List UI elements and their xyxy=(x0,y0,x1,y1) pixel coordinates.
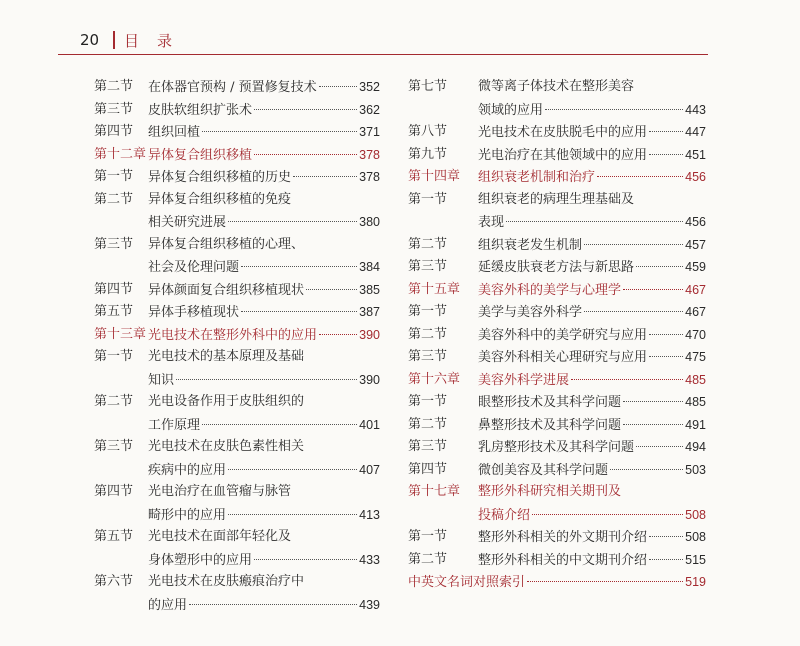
toc-leader-dots xyxy=(571,379,683,380)
toc-section-entry[interactable] xyxy=(94,76,380,99)
toc-leader-dots xyxy=(228,221,357,222)
toc-page-number: 475 xyxy=(685,350,706,364)
toc-leader-dots xyxy=(319,86,357,87)
toc-leader-dots xyxy=(319,334,357,335)
toc-section-entry[interactable] xyxy=(408,459,706,482)
toc-page-number: 491 xyxy=(685,417,706,432)
toc-section-entry[interactable] xyxy=(408,526,706,549)
toc-entry-label: 第二节 xyxy=(408,326,448,342)
toc-entry-label: 第三节 xyxy=(408,349,448,364)
toc-leader-dots xyxy=(623,401,683,402)
toc-entry-title: 美容外科中的美学研究与应用 xyxy=(478,327,648,343)
toc-entry-title: 整形外科相关的中文期刊介绍 xyxy=(478,552,648,568)
toc-entry-title: 皮肤软组织扩张术 xyxy=(148,102,253,118)
toc-entry-title: 畸形中的应用 xyxy=(148,507,227,523)
toc-page-number: 515 xyxy=(685,552,706,567)
toc-entry-title: 美学与美容外科学 xyxy=(478,305,583,320)
toc-section-entry[interactable] xyxy=(408,121,706,144)
toc-chapter-entry[interactable] xyxy=(408,571,706,594)
toc-page-number: 390 xyxy=(359,372,380,387)
toc-page-number: 508 xyxy=(685,530,706,544)
toc-section-entry[interactable] xyxy=(94,391,380,436)
toc-section-entry[interactable] xyxy=(94,346,380,391)
toc-section-entry[interactable] xyxy=(408,144,706,167)
toc-entry-title: 微等离子体技术在整形美容 xyxy=(478,79,635,94)
toc-entry-title: 光电技术在皮肤瘢痕治疗中 xyxy=(148,574,305,589)
toc-entry-title: 整形外科相关的外文期刊介绍 xyxy=(478,530,648,545)
toc-entry-label: 第十七章 xyxy=(408,484,461,499)
toc-entry-title: 组织回植 xyxy=(148,125,201,140)
toc-page-number: 390 xyxy=(359,327,380,342)
toc-page-number: 378 xyxy=(359,170,380,184)
toc-section-entry[interactable] xyxy=(94,166,380,189)
toc-section-entry[interactable] xyxy=(94,99,380,122)
toc-chapter-entry[interactable] xyxy=(408,481,706,526)
toc-entry-label: 第九节 xyxy=(408,146,448,162)
toc-entry-label: 第二节 xyxy=(94,79,134,94)
toc-section-entry[interactable] xyxy=(94,436,380,481)
toc-page-number: 485 xyxy=(685,372,706,387)
toc-entry-title: 组织衰老机制和治疗 xyxy=(478,170,596,185)
toc-leader-dots xyxy=(636,266,683,267)
toc-entry-label: 第三节 xyxy=(408,259,448,274)
toc-leader-dots xyxy=(532,514,683,515)
toc-entry-title: 组织衰老的病理生理基础及 xyxy=(478,191,635,207)
toc-page-number: 433 xyxy=(359,552,380,567)
toc-entry-label: 第一节 xyxy=(408,191,448,207)
toc-entry-label: 第一节 xyxy=(94,349,134,364)
toc-entry-label: 第二节 xyxy=(94,191,134,207)
toc-section-entry[interactable] xyxy=(408,436,706,459)
toc-entry-title: 延缓皮肤衰老方法与新思路 xyxy=(478,260,635,275)
toc-entry-label: 第一节 xyxy=(408,304,448,319)
toc-section-entry[interactable] xyxy=(408,76,706,121)
toc-entry-title: 异体复合组织移植的心理、 xyxy=(148,236,305,252)
toc-leader-dots xyxy=(649,559,683,560)
header-divider xyxy=(113,31,115,49)
toc-section-entry[interactable] xyxy=(94,189,380,234)
toc-page-number: 459 xyxy=(685,260,706,274)
toc-entry-title: 工作原理 xyxy=(148,417,201,433)
toc-leader-dots xyxy=(649,536,683,537)
toc-leader-dots xyxy=(306,289,357,290)
toc-section-entry[interactable] xyxy=(408,301,706,324)
toc-entry-title: 美容外科相关心理研究与应用 xyxy=(478,350,648,365)
toc-page-number: 519 xyxy=(685,575,706,589)
toc-leader-dots xyxy=(597,176,683,177)
toc-page-number: 380 xyxy=(359,215,380,229)
toc-section-entry[interactable] xyxy=(94,526,380,571)
toc-section-entry[interactable] xyxy=(94,301,380,324)
toc-leader-dots xyxy=(506,221,683,222)
toc-leader-dots xyxy=(241,266,357,267)
toc-entry-label: 第一节 xyxy=(94,169,134,184)
toc-page-number: 494 xyxy=(685,440,706,454)
toc-page-number: 352 xyxy=(359,80,380,94)
toc-page-number: 447 xyxy=(685,125,706,139)
toc-entry-title: 光电治疗在血管瘤与脉管 xyxy=(148,484,292,499)
toc-entry-label: 第四节 xyxy=(94,281,134,297)
toc-section-entry[interactable] xyxy=(408,414,706,437)
toc-entry-title: 光电技术在面部年轻化及 xyxy=(148,529,292,544)
toc-page-number: 456 xyxy=(685,170,706,184)
toc-section-entry[interactable] xyxy=(408,324,706,347)
toc-leader-dots xyxy=(649,356,683,357)
toc-entry-label: 第一节 xyxy=(408,529,448,544)
toc-entry-title: 中英文名词对照索引 xyxy=(408,575,526,590)
toc-entry-title: 异体手移植现状 xyxy=(148,305,240,320)
toc-entry-title: 表现 xyxy=(478,215,505,230)
page-header xyxy=(58,28,708,55)
toc-page-number: 467 xyxy=(685,305,706,319)
toc-entry-title: 相关研究进展 xyxy=(148,215,227,230)
toc-chapter-entry[interactable] xyxy=(408,279,706,302)
toc-page-number: 371 xyxy=(359,125,380,139)
toc-entry-label: 第六节 xyxy=(94,574,134,589)
toc-entry-title: 身体塑形中的应用 xyxy=(148,552,253,568)
toc-entry-label: 第十五章 xyxy=(408,281,461,297)
toc-leader-dots xyxy=(202,131,357,132)
toc-entry-label: 第二节 xyxy=(408,551,448,567)
toc-page-number: 508 xyxy=(685,507,706,522)
toc-entry-title: 领域的应用 xyxy=(478,102,544,118)
toc-page-number: 413 xyxy=(359,507,380,522)
toc-page-number: 439 xyxy=(359,597,380,612)
toc-entry-title: 疾病中的应用 xyxy=(148,462,227,478)
toc-leader-dots xyxy=(293,176,357,177)
toc-page-number: 385 xyxy=(359,282,380,297)
page-title: 目录 xyxy=(124,32,191,50)
toc-entry-title: 社会及伦理问题 xyxy=(148,260,240,275)
toc-entry-title: 光电治疗在其他领域中的应用 xyxy=(478,147,648,163)
toc-leader-dots xyxy=(241,311,357,312)
toc-entry-label: 第七节 xyxy=(408,79,448,94)
toc-entry-label: 第三节 xyxy=(94,236,134,252)
toc-section-entry[interactable] xyxy=(94,279,380,302)
toc-chapter-entry[interactable] xyxy=(408,369,706,392)
toc-entry-label: 第十六章 xyxy=(408,371,461,387)
toc-page-number: 470 xyxy=(685,327,706,342)
toc-page-number: 443 xyxy=(685,102,706,117)
toc-entry-title: 眼整形技术及其科学问题 xyxy=(478,395,622,410)
toc-leader-dots xyxy=(610,469,683,470)
toc-section-entry[interactable] xyxy=(408,234,706,257)
toc-entry-title: 美容外科学进展 xyxy=(478,372,570,388)
toc-leader-dots xyxy=(254,109,357,110)
toc-entry-title: 光电技术的基本原理及基础 xyxy=(148,349,305,364)
toc-entry-title: 组织衰老发生机制 xyxy=(478,237,583,253)
toc-left-column xyxy=(94,76,380,616)
toc-leader-dots xyxy=(228,514,357,515)
toc-leader-dots xyxy=(545,109,683,110)
toc-section-entry[interactable] xyxy=(94,234,380,279)
toc-section-entry[interactable] xyxy=(408,256,706,279)
toc-entry-label: 第二节 xyxy=(408,416,448,432)
toc-chapter-entry[interactable] xyxy=(94,144,380,167)
toc-entry-label: 第二节 xyxy=(408,236,448,252)
toc-page-number: 401 xyxy=(359,417,380,432)
toc-section-entry[interactable] xyxy=(408,391,706,414)
toc-entry-title: 投稿介绍 xyxy=(478,507,531,523)
toc-entry-title: 美容外科的美学与心理学 xyxy=(478,282,622,298)
toc-page-number: 456 xyxy=(685,215,706,229)
toc-page-number: 451 xyxy=(685,147,706,162)
toc-leader-dots xyxy=(189,604,357,605)
toc-entry-label: 第五节 xyxy=(94,529,134,544)
toc-entry-title: 的应用 xyxy=(148,597,188,613)
toc-entry-label: 第二节 xyxy=(94,394,134,409)
toc-entry-label: 第十三章 xyxy=(94,326,147,342)
toc-entry-title: 光电技术在整形外科中的应用 xyxy=(148,327,318,343)
toc-leader-dots xyxy=(176,379,357,380)
toc-chapter-entry[interactable] xyxy=(94,324,380,347)
toc-entry-label: 第四节 xyxy=(408,461,448,477)
toc-entry-title: 光电技术在皮肤脱毛中的应用 xyxy=(478,125,648,140)
toc-entry-label: 第十二章 xyxy=(94,146,147,162)
toc-leader-dots xyxy=(228,469,357,470)
toc-entry-title: 知识 xyxy=(148,372,175,388)
toc-leader-dots xyxy=(623,289,683,290)
toc-entry-label: 第三节 xyxy=(94,101,134,117)
toc-entry-title: 异体复合组织移植 xyxy=(148,147,253,163)
toc-section-entry[interactable] xyxy=(408,346,706,369)
toc-section-entry[interactable] xyxy=(94,481,380,526)
toc-entry-label: 第四节 xyxy=(94,484,134,499)
toc-entry-label: 第三节 xyxy=(94,439,134,454)
toc-page-number: 467 xyxy=(685,282,706,297)
toc-leader-dots xyxy=(202,424,357,425)
toc-leader-dots xyxy=(623,424,683,425)
toc-leader-dots xyxy=(649,154,683,155)
toc-page-number: 457 xyxy=(685,237,706,252)
toc-chapter-entry[interactable] xyxy=(408,166,706,189)
toc-section-entry[interactable] xyxy=(408,189,706,234)
toc-leader-dots xyxy=(649,131,683,132)
toc-entry-title: 乳房整形技术及其科学问题 xyxy=(478,440,635,455)
toc-entry-title: 异体复合组织移植的免疫 xyxy=(148,191,292,207)
toc-page-number: 503 xyxy=(685,462,706,477)
toc-leader-dots xyxy=(584,244,683,245)
toc-section-entry[interactable] xyxy=(94,571,380,616)
toc-entry-label: 第五节 xyxy=(94,304,134,319)
toc-entry-title: 光电技术在皮肤色素性相关 xyxy=(148,439,305,454)
toc-leader-dots xyxy=(254,154,357,155)
toc-page-number: 362 xyxy=(359,102,380,117)
toc-section-entry[interactable] xyxy=(408,549,706,572)
toc-leader-dots xyxy=(254,559,357,560)
toc-leader-dots xyxy=(649,334,683,335)
toc-entry-label: 第十四章 xyxy=(408,169,461,184)
toc-entry-title: 在体器官预构 / 预置修复技术 xyxy=(148,80,317,95)
toc-page-number: 407 xyxy=(359,462,380,477)
toc-page-number: 485 xyxy=(685,395,706,409)
toc-entry-title: 异体复合组织移植的历史 xyxy=(148,170,292,185)
toc-page-number: 387 xyxy=(359,305,380,319)
toc-entry-title: 光电设备作用于皮肤组织的 xyxy=(148,394,305,409)
toc-page-number: 378 xyxy=(359,147,380,162)
toc-entry-title: 异体颜面复合组织移植现状 xyxy=(148,282,305,298)
toc-right-column xyxy=(408,76,706,594)
toc-leader-dots xyxy=(636,446,683,447)
toc-entry-label: 第三节 xyxy=(408,439,448,454)
toc-entry-label: 第一节 xyxy=(408,394,448,409)
page-number: 20 xyxy=(80,31,100,49)
toc-page-number: 384 xyxy=(359,260,380,274)
toc-leader-dots xyxy=(527,581,683,582)
toc-entry-label: 第八节 xyxy=(408,124,448,139)
toc-entry-label: 第四节 xyxy=(94,124,134,139)
toc-entry-title: 整形外科研究相关期刊及 xyxy=(478,484,622,499)
toc-leader-dots xyxy=(584,311,683,312)
toc-entry-title: 鼻整形技术及其科学问题 xyxy=(478,417,622,433)
toc-entry-title: 微创美容及其科学问题 xyxy=(478,462,609,478)
toc-section-entry[interactable] xyxy=(94,121,380,144)
